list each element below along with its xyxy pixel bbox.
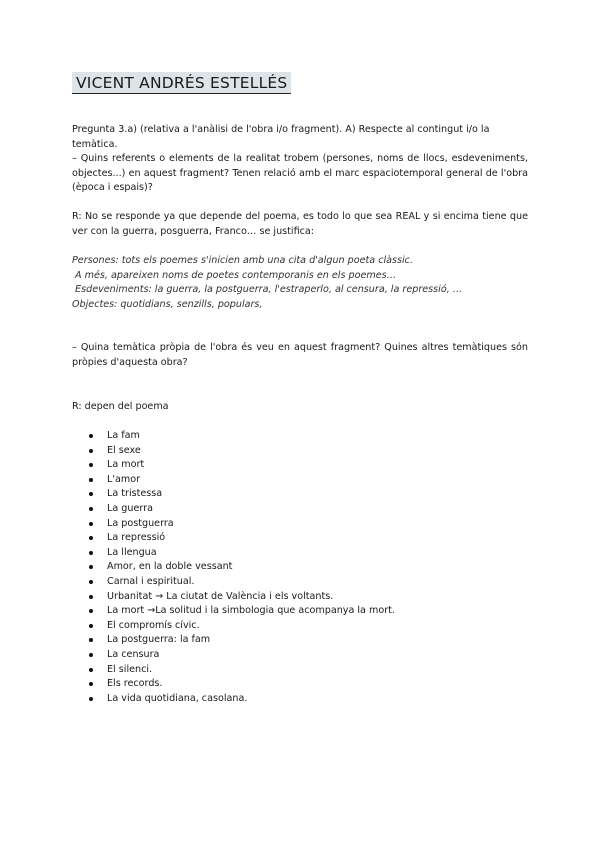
list-item: La mort →La solitud i la simbologia que acompanya la mort. (72, 604, 395, 619)
bullet-icon (89, 551, 93, 555)
bullet-icon (89, 522, 93, 526)
bullet-icon (89, 492, 93, 496)
list-item: La postguerra (72, 517, 395, 532)
list-item: La repressió (72, 531, 395, 546)
list-item: La llengua (72, 546, 395, 561)
bullet-icon (89, 668, 93, 672)
list-item: La censura (72, 648, 395, 663)
list-item: El silenci. (72, 663, 395, 678)
bullet-icon (89, 682, 93, 686)
question-2: – Quina temàtica pròpia de l'obra és veu en aquest fragment? Quines altres temàtiques són pròpies d'aquesta obra? (72, 342, 528, 368)
bullet-icon (89, 697, 93, 701)
question-1: – Quins referents o elements de la realitat trobem (persones, noms de llocs, esdeveniments, objectes...) en aquest fragment? Tenen relació amb el marc espaciotemporal general de l'obra (època i espais)? (72, 153, 528, 193)
list-item: La postguerra: la fam (72, 633, 395, 648)
list-item: Amor, en la doble vessant (72, 560, 395, 575)
bullet-icon (89, 580, 93, 584)
bullet-icon (89, 565, 93, 569)
topics-list (72, 429, 395, 706)
list-item: L'amor (72, 473, 395, 488)
list-item: La fam (72, 429, 395, 444)
bullet-icon (89, 463, 93, 467)
bullet-icon (89, 536, 93, 540)
bullet-icon (89, 434, 93, 438)
bullet-icon (89, 624, 93, 628)
list-item: La mort (72, 458, 395, 473)
bullet-icon (89, 638, 93, 642)
list-item: El compromís cívic. (72, 619, 395, 634)
example-line: Objectes: quotidians, senzills, populars, (72, 298, 263, 310)
bullet-icon (89, 653, 93, 657)
page-title: VICENT ANDRÉS ESTELLÉS (72, 72, 291, 94)
list-item: El sexe (72, 444, 395, 459)
bullet-icon (89, 449, 93, 453)
bullet-icon (89, 478, 93, 482)
list-item: La guerra (72, 502, 395, 517)
bullet-icon (89, 595, 93, 599)
list-item: La tristessa (72, 487, 395, 502)
example-line: Persones: tots els poemes s'inicien amb una cita d'algun poeta clàssic. (72, 255, 414, 266)
answer-2: R: depen del poema (72, 401, 169, 412)
pregunta-heading: Pregunta 3.a) (relativa a l'anàlisi de l'obra i/o fragment). A) Respecte al contingut i/o la temàtica. (72, 124, 490, 150)
example-line: A més, apareixen noms de poetes contemporanis en els poemes… (72, 269, 397, 281)
list-item: Els records. (72, 677, 395, 692)
bullet-icon (89, 507, 93, 511)
example-line: Esdeveniments: la guerra, la postguerra, l'estraperlo, al censura, la repressió, … (72, 284, 463, 295)
bullet-icon (89, 609, 93, 613)
list-item: La vida quotidiana, casolana. (72, 692, 395, 707)
answer-1: R: No se responde ya que depende del poema, es todo lo que sea REAL y si encima tiene que ver con la guerra, posguerra, Franco… se justifica: (72, 211, 528, 237)
examples-block (72, 254, 528, 312)
list-item: Carnal i espiritual. (72, 575, 395, 590)
list-item: Urbanitat → La ciutat de València i els voltants. (72, 590, 395, 605)
